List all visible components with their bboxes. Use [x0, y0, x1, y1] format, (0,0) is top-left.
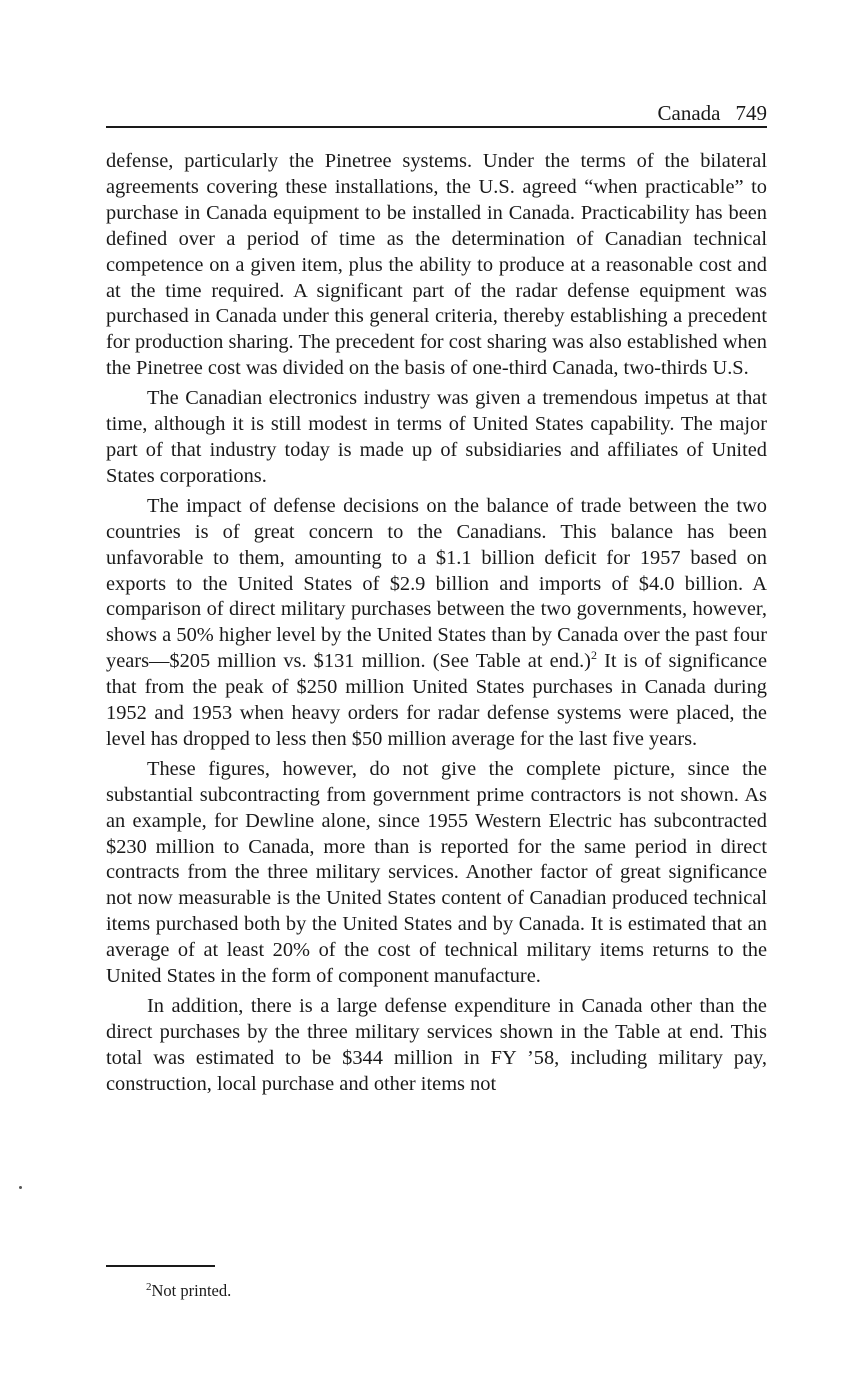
running-header — [106, 100, 767, 128]
running-title: Canada — [657, 101, 721, 125]
paragraph-3-part-1: The impact of defense decisions on the balance of trade between the two countries is of great concern to the Canadians. This balance has been unfavorable to them, amounting to a $1.1 billion deficit for 1957 based on exports to the United States of $2.9 billion and imports of $4.0 billion. A comparison of direct military purchases between the two governments, however, shows a 50% higher level by the United States than by Canada over the past four years—$205 million vs. $131 million. (See Table at end.) — [106, 494, 767, 673]
paragraph-5: In addition, there is a large defense expenditure in Canada other than the direct purchases by the three military services shown in the Table at end. This total was estimated to be $344 million in FY ’58, including military pay, construction, local purchase and other items not — [106, 995, 767, 1095]
paragraph-4: These figures, however, do not give the complete picture, since the substantial subcontracting from government prime contractors is not shown. As an example, for Dewline alone, since 1955 Western Electric has subcontracted $230 million to Canada, more than is reported for the same period in direct contracts from the three military services. Another factor of great significance not now measurable is the United States content of Canadian produced technical items purchased both by the United States and by Canada. It is estimated that an average of at least 20% of the cost of technical military items returns to the United States in the form of component manufacture. — [106, 757, 767, 988]
page-number: 749 — [735, 101, 767, 125]
body-text — [106, 149, 767, 1102]
paragraph-3 — [106, 494, 767, 753]
paragraph-1: defense, particularly the Pinetree systems. Under the terms of the bilateral agreements covering these installations, the U.S. agreed “when practicable” to purchase in Canada equipment to be installed in Canada. Practicability has been defined over a period of time as the determination of Canadian technical competence on a given item, plus the ability to produce at a reasonable cost and at the time required. A significant part of the radar defense equipment was purchased in Canada under this general criteria, thereby establishing a precedent for production sharing. The precedent for cost sharing was also established when the Pinetree cost was divided on the basis of one-third Canada, two-thirds U.S. — [106, 150, 767, 380]
footnote-text: Not printed. — [151, 1281, 232, 1300]
stray-mark — [19, 1186, 22, 1189]
paragraph-3-part-2: It is of significance that from the peak of $250 million United States purchases in Canada during 1952 and 1953 when heavy orders for radar defense systems were placed, the level has dropped to less then $50 million average for the last five years. — [106, 650, 767, 750]
footnote — [146, 1280, 231, 1302]
footnote-reference: 2 — [590, 648, 597, 663]
footnote-divider — [106, 1265, 215, 1267]
footnote-marker: 2 — [146, 1281, 152, 1293]
paragraph-2: The Canadian electronics industry was given a tremendous impetus at that time, although it is still modest in terms of United States capability. The major part of that industry today is made up of subsidiaries and affiliates of United States corporations. — [106, 387, 767, 487]
